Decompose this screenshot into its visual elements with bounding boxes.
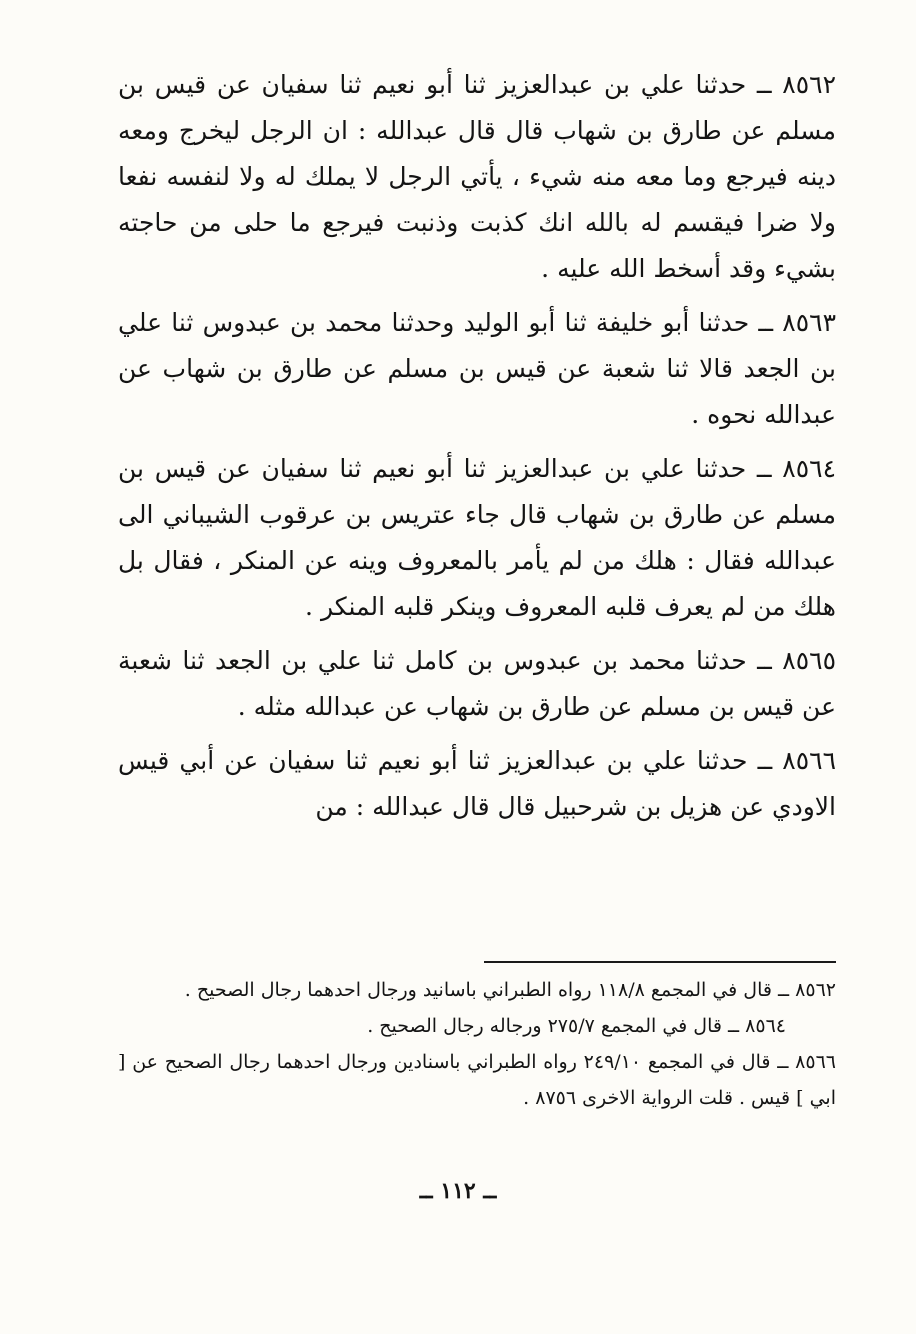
page-number: ــ ١١٢ ــ: [419, 1178, 497, 1204]
hadith-8564: ٨٥٦٤ ــ حدثنا علي بن عبدالعزيز ثنا أبو نعيم ثنا سفيان عن قيس بن مسلم عن طارق بن شهاب قال جاء عتريس بن عرقوب الشيباني الى عبدالله فقال : هلك من لم يأمر بالمعروف وينه عن المنكر ، فقال بل هلك من لم يعرف قلبه المعروف وينكر قلبه المنكر .: [118, 454, 836, 621]
footnotes: [118, 972, 836, 1116]
footnote-8566: ٨٥٦٦ ــ قال في المجمع ٢٤٩/١٠ رواه الطبراني باسنادين ورجال احدهما رجال الصحيح عن [ ابي ] قيس . قلت الرواية الاخرى ٨٧٥٦ .: [118, 1051, 836, 1109]
main-text: [118, 62, 836, 830]
hadith-8562: ٨٥٦٢ ــ حدثنا علي بن عبدالعزيز ثنا أبو نعيم ثنا سفيان عن قيس بن مسلم عن طارق بن شهاب قال قال عبدالله : ان الرجل ليخرج ومعه دينه فيرجع وما معه منه شيء ، يأتي الرجل لا يملك له ولا لنفسه نفعا ولا ضرا فيقسم له بالله انك كذبت وذنبت فيرجع ما حلى من حاجته بشيء وقد أسخط الله عليه .: [118, 70, 836, 283]
footnote-8562: ٨٥٦٢ ــ قال في المجمع ١١٨/٨ رواه الطبراني باسانيد ورجال احدهما رجال الصحيح .: [184, 979, 836, 1001]
hadith-8565: ٨٥٦٥ ــ حدثنا محمد بن عبدوس بن كامل ثنا علي بن الجعد ثنا شعبة عن قيس بن مسلم عن طارق بن شهاب عن عبدالله مثله .: [118, 646, 836, 721]
hadith-8566: ٨٥٦٦ ــ حدثنا علي بن عبدالعزيز ثنا أبو نعيم ثنا سفيان عن أبي قيس الاودي عن هزيل بن شرحبيل قال قال عبدالله : من: [118, 746, 836, 821]
footnote-8564: ٨٥٦٤ ــ قال في المجمع ٢٧٥/٧ ورجاله رجال الصحيح .: [367, 1015, 786, 1037]
hadith-8563: ٨٥٦٣ ــ حدثنا أبو خليفة ثنا أبو الوليد وحدثنا محمد بن عبدوس ثنا علي بن الجعد قالا ثنا شعبة عن قيس بن مسلم عن طارق بن شهاب عن عبدالله نحوه .: [118, 308, 836, 429]
footnote-divider: [484, 961, 836, 963]
